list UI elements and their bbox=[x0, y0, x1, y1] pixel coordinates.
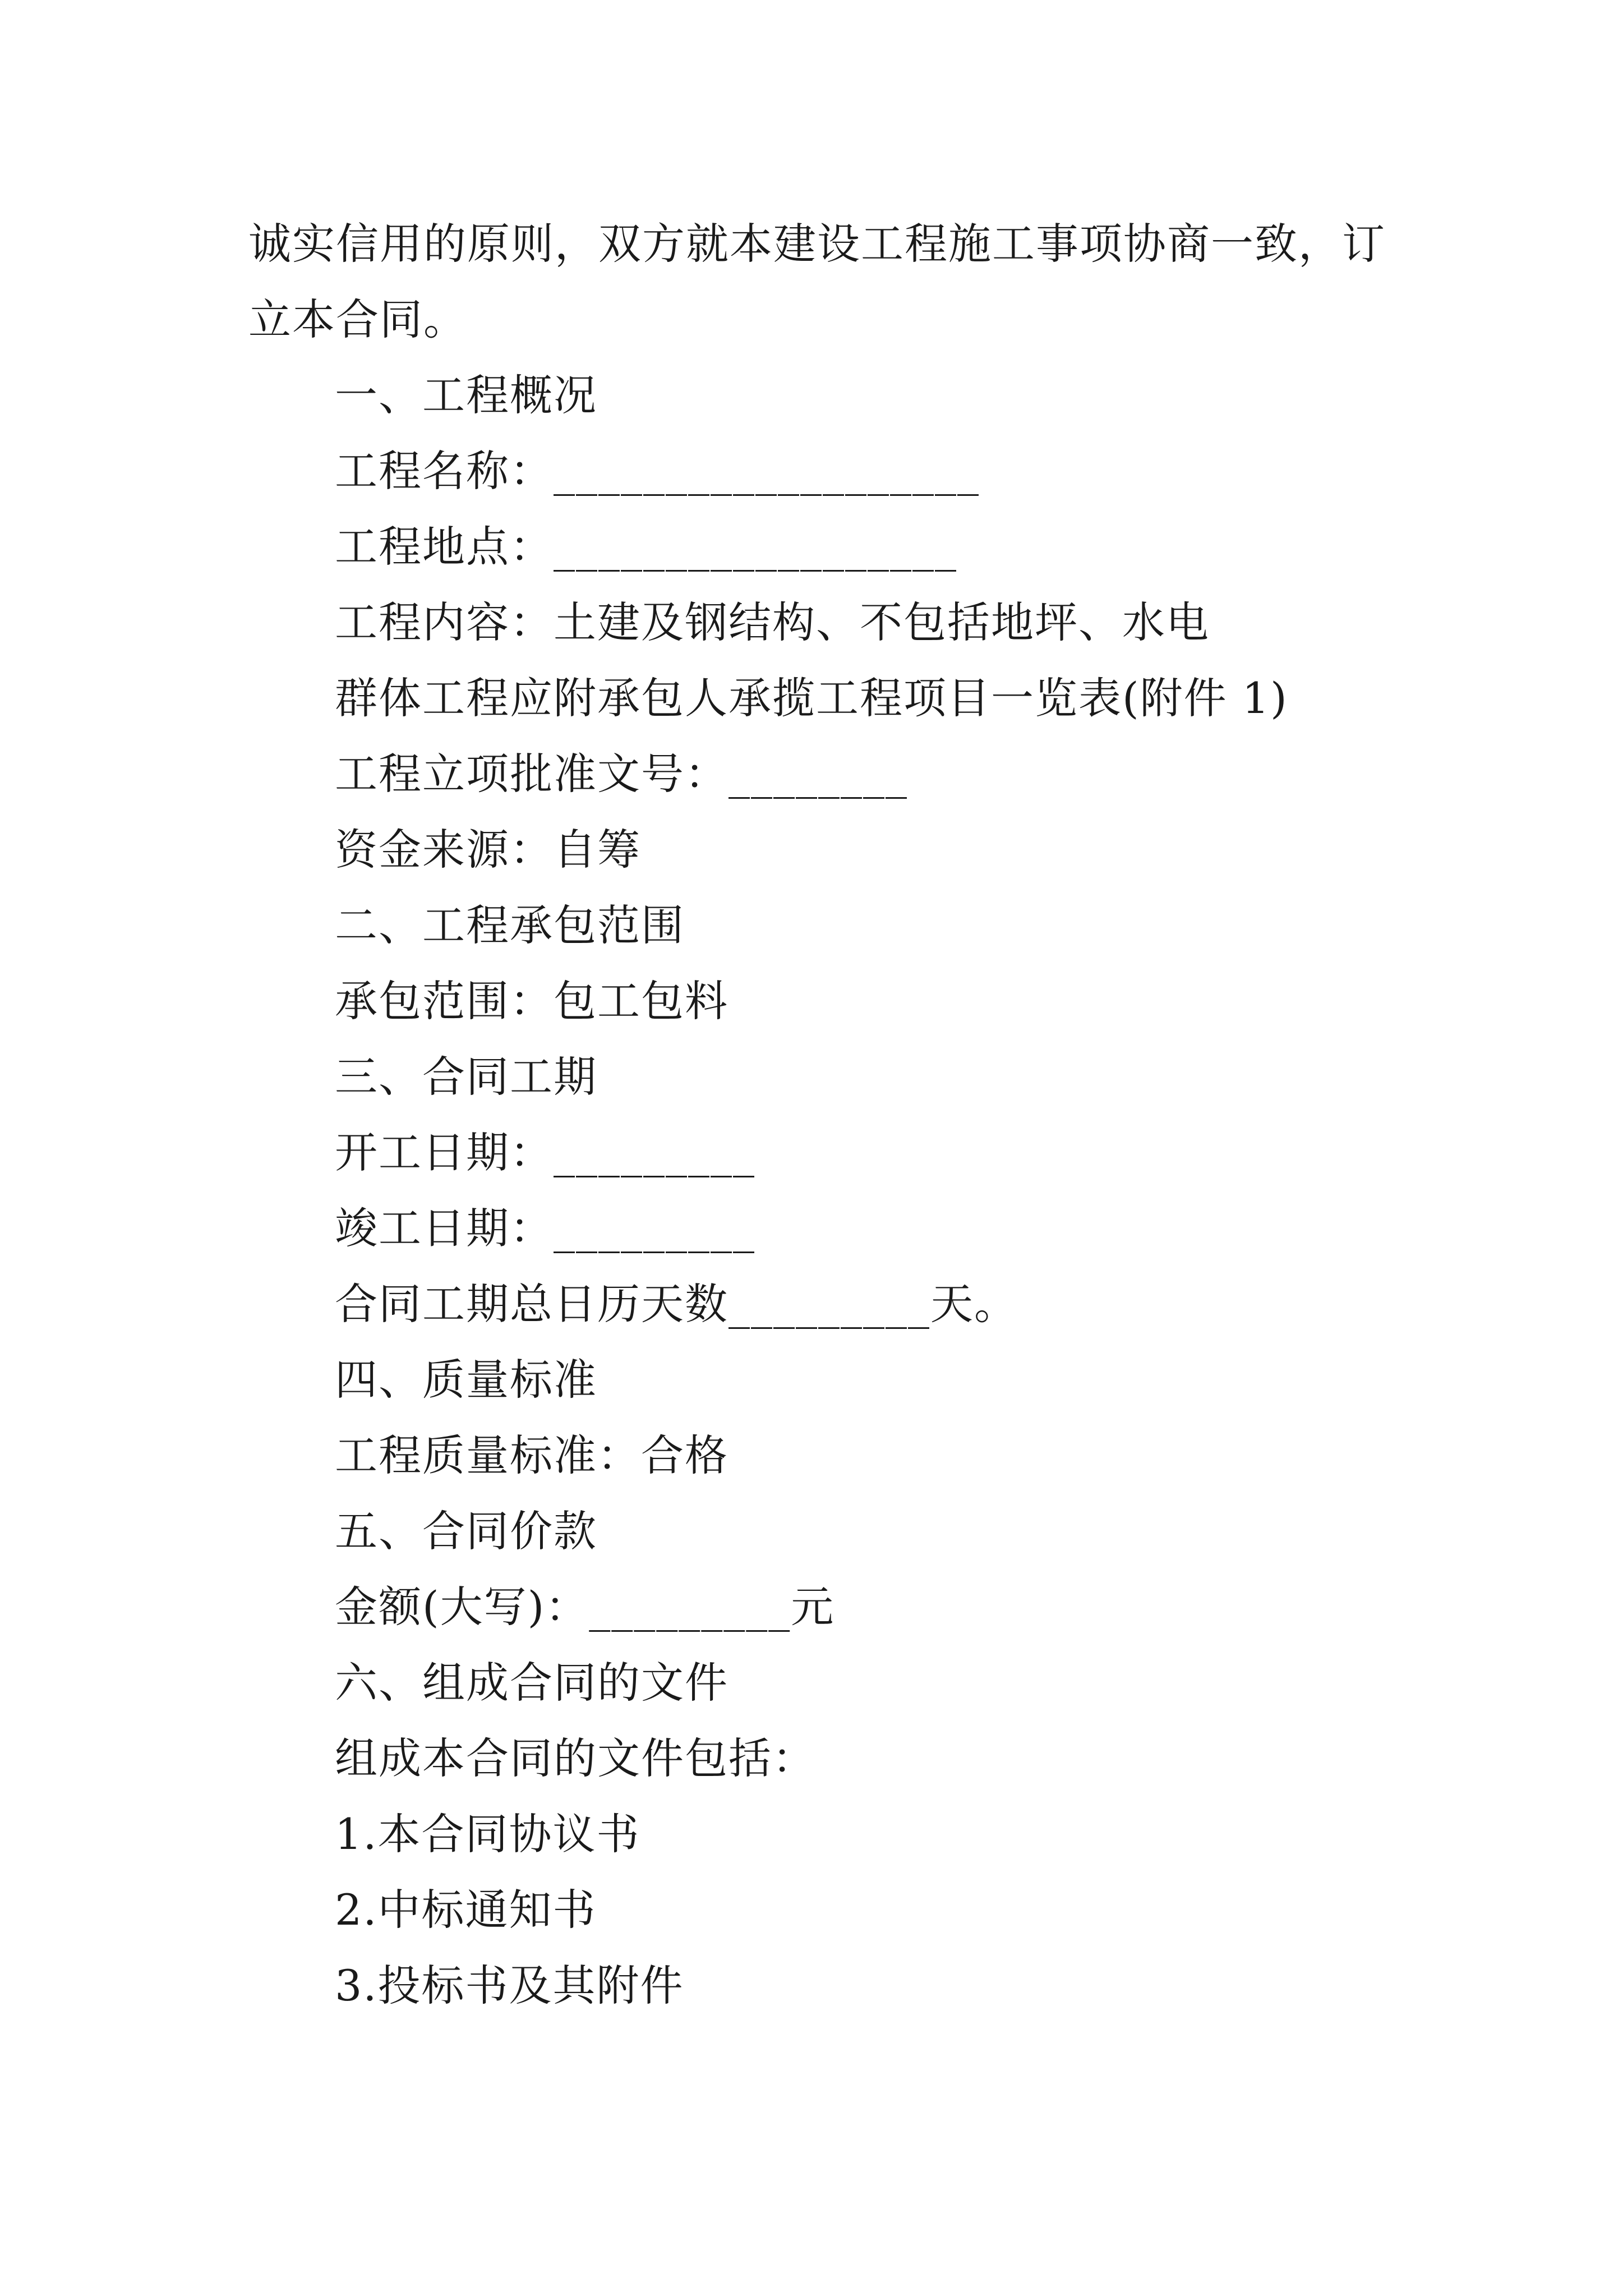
field-contract-scope: 承包范围：包工包料 bbox=[335, 976, 728, 1026]
intro-line-2: 立本合同。 bbox=[248, 295, 467, 344]
document-item-2: 2.中标通知书 bbox=[335, 1885, 597, 1935]
field-project-name: 工程名称：___________________ bbox=[335, 446, 980, 496]
documents-intro: 组成本合同的文件包括： bbox=[335, 1733, 816, 1783]
section-heading-price: 五、合同价款 bbox=[335, 1506, 597, 1556]
document-item-1: 1.本合同协议书 bbox=[335, 1809, 640, 1859]
field-amount: 金额(大写)：_________元 bbox=[335, 1582, 835, 1632]
section-heading-documents: 六、组成合同的文件 bbox=[335, 1658, 728, 1708]
field-completion-date: 竣工日期：_________ bbox=[335, 1203, 755, 1253]
section-heading-overview: 一、工程概况 bbox=[335, 370, 597, 420]
section-heading-quality: 四、质量标准 bbox=[335, 1355, 597, 1405]
field-quality-standard: 工程质量标准：合格 bbox=[335, 1430, 728, 1480]
field-project-content: 工程内容：土建及钢结构、不包括地坪、水电 bbox=[335, 597, 1210, 647]
section-heading-scope: 二、工程承包范围 bbox=[335, 900, 685, 950]
field-approval-number: 工程立项批准文号：________ bbox=[335, 749, 908, 799]
intro-line-1: 诚实信用的原则，双方就本建设工程施工事项协商一致，订 bbox=[248, 219, 1386, 269]
document-item-3: 3.投标书及其附件 bbox=[335, 1961, 684, 2010]
field-project-location: 工程地点：__________________ bbox=[335, 522, 957, 572]
section-heading-duration: 三、合同工期 bbox=[335, 1052, 597, 1102]
field-total-days: 合同工期总日历天数_________天。 bbox=[335, 1279, 1018, 1329]
field-start-date: 开工日期：_________ bbox=[335, 1128, 755, 1177]
note-attachment-1: 群体工程应附承包人承揽工程项目一览表(附件 1) bbox=[335, 673, 1288, 723]
field-funding-source: 资金来源：自筹 bbox=[335, 825, 641, 875]
